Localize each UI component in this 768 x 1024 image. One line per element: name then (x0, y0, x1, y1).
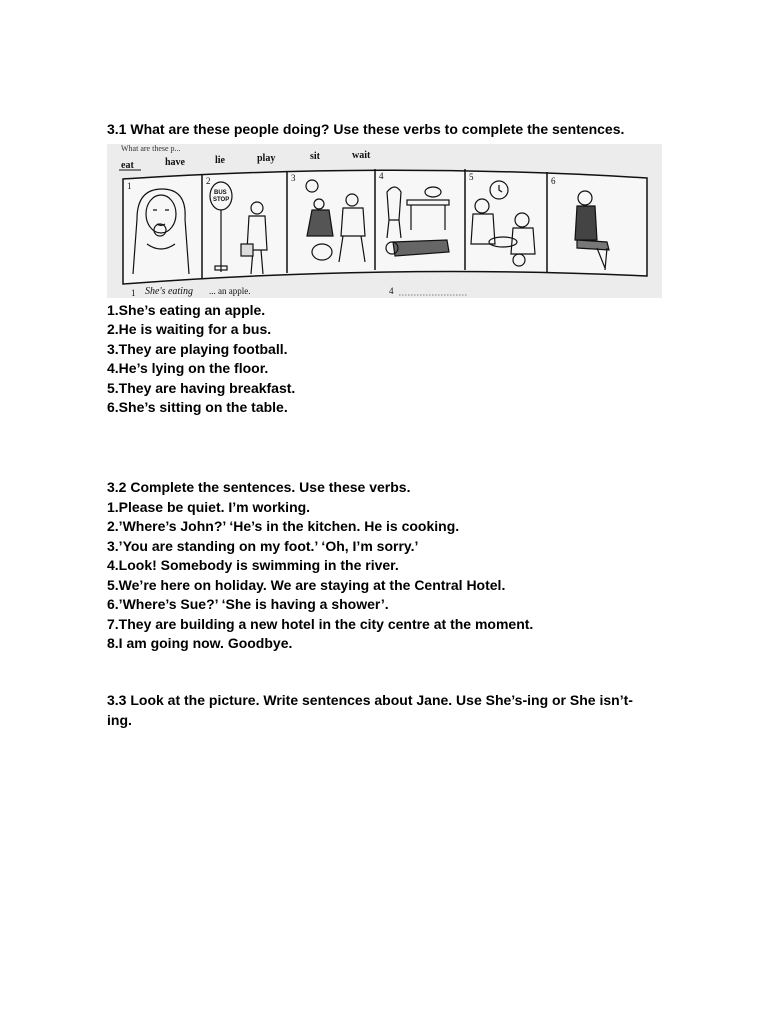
verb-play: play (257, 152, 276, 164)
example-rest: ... an apple. (209, 285, 251, 296)
verb-have: have (165, 156, 185, 168)
answer-line: 5.They are having breakfast. (107, 379, 296, 396)
picture-header-text: What are these p... (121, 143, 181, 153)
verb-lie: lie (215, 154, 225, 166)
bus-sign-text-2: STOP (213, 196, 230, 203)
verb-wait: wait (352, 149, 371, 161)
answer-line: 8.I am going now. Goodbye. (107, 635, 293, 651)
panel-number-4: 4 (379, 170, 384, 181)
panel-number-2: 2 (206, 175, 211, 186)
answer-line: 2.’Where’s John?’ ‘He’s in the kitchen. He is cooking. (107, 518, 460, 534)
exercise-3-2 (107, 478, 647, 654)
verb-eat: eat (121, 159, 134, 171)
exercise-3-2-heading: 3.2 Complete the sentences. Use these verbs. (107, 479, 411, 495)
answer-line: 6.’Where’s Sue?’ ‘She is having a shower’. (107, 596, 389, 612)
answer-line: 3.’You are standing on my foot.’ ‘Oh, I’m sorry.’ (107, 537, 419, 554)
verb-sit: sit (310, 150, 320, 162)
answer-line: 7.They are building a new hotel in the city centre at the moment. (107, 615, 534, 632)
panel-number-1: 1 (127, 180, 132, 191)
example-number-1: 1 (131, 287, 136, 298)
panel-number-3: 3 (291, 172, 296, 183)
example-answer: She's eating (145, 285, 193, 297)
answer-line: 1.Please be quiet. I’m working. (107, 498, 311, 515)
panel-number-5: 5 (469, 171, 474, 182)
exercise-3-1-heading: 3.1 What are these people doing? Use these verbs to complete the sentences. (107, 121, 625, 137)
answer-line: 2.He is waiting for a bus. (107, 321, 272, 337)
answer-line: 4.Look! Somebody is swimming in the river. (107, 557, 399, 573)
exercise-3-3-heading: 3.3 Look at the picture. Write sentences about Jane. Use She’s-ing or She isn’t-ing. (107, 692, 633, 728)
answer-line: 4.He’s lying on the floor. (107, 360, 269, 376)
exercise-3-1-answers (107, 301, 647, 418)
exercise-picture (107, 144, 662, 298)
example-number-4: 4 (389, 285, 394, 296)
bus-sign-text-1: BUS (214, 189, 227, 196)
answer-line: 1.She’s eating an apple. (107, 301, 266, 318)
answer-line: 3.They are playing football. (107, 340, 288, 357)
answer-line: 5.We’re here on holiday. We are staying at the Central Hotel. (107, 576, 506, 593)
exercise-3-1 (107, 120, 647, 418)
exercise-3-3 (107, 691, 647, 730)
exercise-3-2-answers (107, 498, 647, 654)
answer-line: 6.She’s sitting on the table. (107, 399, 288, 415)
panel-number-6: 6 (551, 175, 556, 186)
